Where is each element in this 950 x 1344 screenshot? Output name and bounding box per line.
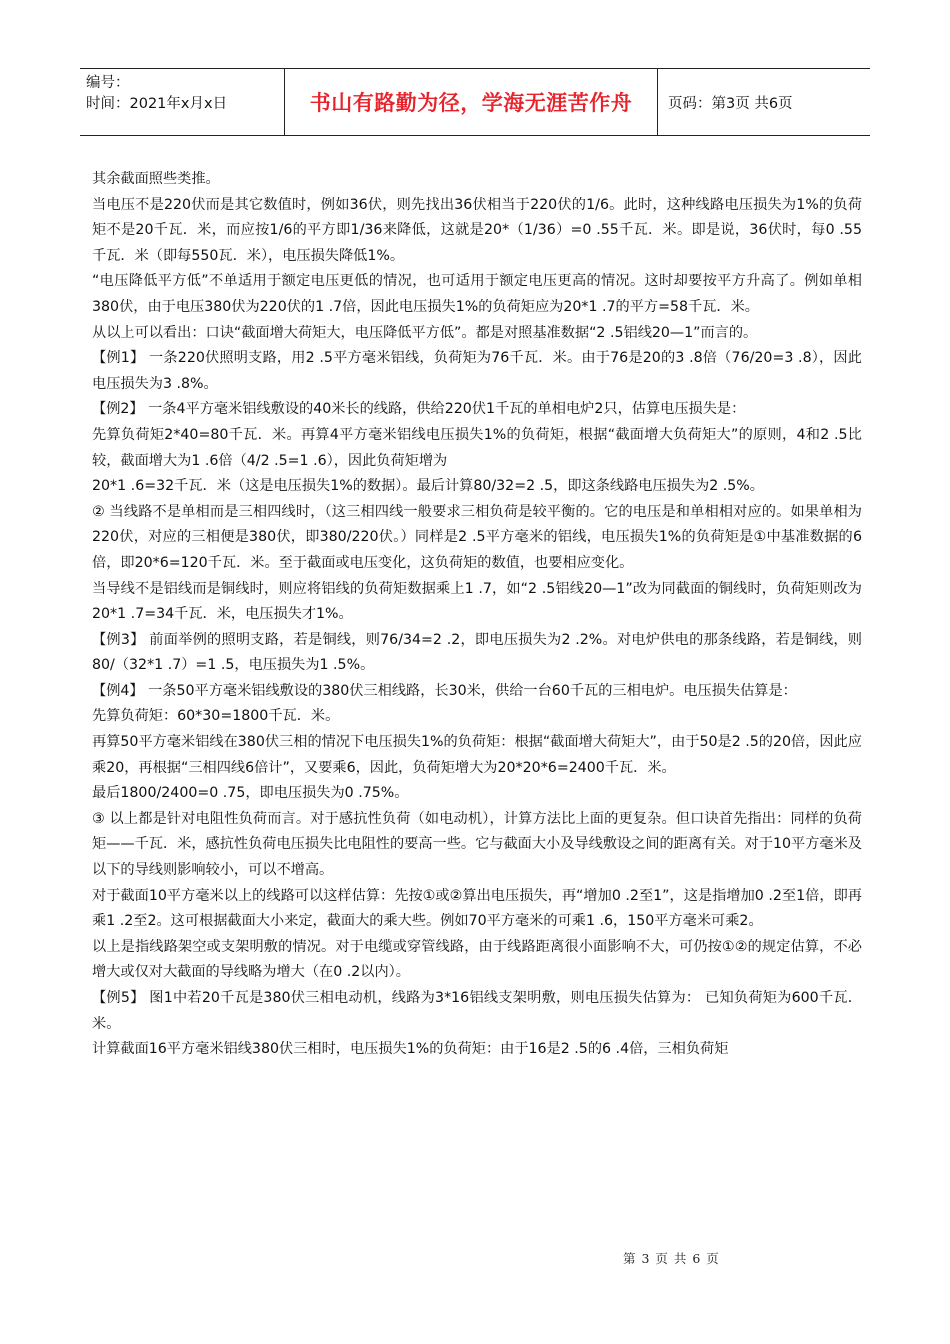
paragraph: 最后1800/2400=0 .75，即电压损失为0 .75%。 xyxy=(92,785,409,802)
paragraph: 再算50平方毫米铝线在380伏三相的情况下电压损失1%的负荷矩：根据“截面增大荷矩大”，由于50是2 .5的20倍，因此应乘20，再根据“三相四线6倍计”，又要乘6，因此，负荷矩增大为20*20*6=2400千瓦．米。 xyxy=(92,734,862,776)
paragraph: ② 当线路不是单相而是三相四线时，（这三相四线一般要求三相负荷是较平衡的。它的电压是和单相相对应的。如果单相为220伏，对应的三相便是380伏，即380/220伏。）同样是2 .5平方毫米的铝线，电压损失1%的负荷矩是①中基准数据的6倍，即20*6=120千瓦．米。至于截面或电压变化，这负荷矩的数值，也要相应变化。 xyxy=(92,503,862,571)
header-meta xyxy=(80,69,285,135)
paragraph: 以上是指线路架空或支架明敷的情况。对于电缆或穿管线路，由于线路距离很小面影响不大，可仍按①②的规定估算，不必增大或仅对大截面的导线略为增大（在0 .2以内）。 xyxy=(92,938,862,981)
paragraph: 当电压不是220伏而是其它数值时，例如36伏，则先找出36伏相当于220伏的1/6。此时，这种线路电压损失为1%的负荷矩不是20千瓦．米，而应按1/6的平方即1/36来降低，这就是20*（1/36）=0 .55千瓦．米。即是说，36伏时，每0 .55千瓦．米（即每550瓦．米），电压损失降低1%。 xyxy=(92,196,862,264)
paragraph: 【例3】 前面举例的照明支路，若是铜线，则76/34=2 .2，即电压损失为2 .2%。对电炉供电的那条线路，若是铜线，则80/（32*1 .7）=1 .5，电压损失为1 .5%。 xyxy=(92,631,862,674)
paragraph: 20*1 .6=32千瓦．米（这是电压损失1%的数据）。最后计算80/32=2 .5，即这条线路电压损失为2 .5%。 xyxy=(92,478,764,495)
document-date: 时间：2021年x月x日 xyxy=(86,96,228,112)
paragraph: 先算负荷矩：60*30=1800千瓦．米。 xyxy=(92,708,340,725)
paragraph: 【例4】 一条50平方毫米铝线敷设的380伏三相线路，长30米，供给一台60千瓦的三相电炉。电压损失估算是： xyxy=(92,682,797,699)
header-page-info: 页码：第3页 共6页 xyxy=(668,95,793,112)
paragraph: 【例5】 图1中若20千瓦是380伏三相电动机，线路为3*16铝线支架明敷，则电压损失估算为： 已知负荷矩为600千瓦．米。 xyxy=(92,990,862,1032)
paragraph: 从以上可以看出：口诀“截面增大荷矩大，电压降低平方低”。都是对照基准数据“2 .5铝线20—1”而言的。 xyxy=(92,324,758,341)
document-number-label: 编号： xyxy=(86,75,130,91)
header-motto: 书山有路勤为径，学海无涯苦作舟 xyxy=(285,69,658,135)
paragraph: 计算截面16平方毫米铝线380伏三相时，电压损失1%的负荷矩：由于16是2 .5的6 .4倍，三相负荷矩 xyxy=(92,1041,729,1058)
paragraph: ③ 以上都是针对电阻性负荷而言。对于感抗性负荷（如电动机），计算方法比上面的更复杂。但口诀首先指出：同样的负荷矩——千瓦．米，感抗性负荷电压损失比电阻性的要高一些。它与截面大小及导线敷设之间的距离有关。对于10平方毫米及以下的导线则影响较小，可以不增高。 xyxy=(92,810,862,879)
paragraph: 【例2】 一条4平方毫米铝线敷设的40米长的线路，供给220伏1千瓦的单相电炉2只，估算电压损失是： xyxy=(92,401,746,418)
paragraph: 其余截面照些类推。 xyxy=(92,171,220,187)
paragraph: 先算负荷矩2*40=80千瓦．米。再算4平方毫米铝线电压损失1%的负荷矩，根据“截面增大负荷矩大”的原则，4和2 .5比较，截面增大为1 .6倍（4/2 .5=1 .6），因此负荷矩增为 xyxy=(92,426,862,469)
page-header xyxy=(80,68,870,136)
document-body xyxy=(92,167,862,1063)
paragraph: 【例1】 一条220伏照明支路，用2 .5平方毫米铝线，负荷矩为76千瓦．米。由于76是20的3 .8倍（76/20=3 .8），因此电压损失为3 .8%。 xyxy=(92,350,862,392)
paragraph: 当导线不是铝线而是铜线时，则应将铝线的负荷矩数据乘上1 .7，如“2 .5铝线20—1”改为同截面的铜线时，负荷矩则改为20*1 .7=34千瓦．米，电压损失才1%。 xyxy=(92,580,862,623)
paragraph: “电压降低平方低”不单适用于额定电压更低的情况，也可适用于额定电压更高的情况。这时却要按平方升高了。例如单相380伏，由于电压380伏为220伏的1 .7倍，因此电压损失1%的负荷矩应为20*1 .7的平方=58千瓦．米。 xyxy=(92,273,862,315)
paragraph: 对于截面10平方毫米以上的线路可以这样估算：先按①或②算出电压损失，再“增加0 .2至1”，这是指增加0 .2至1倍，即再乘1 .2至2。这可根据截面大小来定，截面大的乘大些。例如70平方毫米的可乘1 .6，150平方毫米可乘2。 xyxy=(92,887,862,930)
page-footer: 第 3 页 共 6 页 xyxy=(623,1251,720,1266)
